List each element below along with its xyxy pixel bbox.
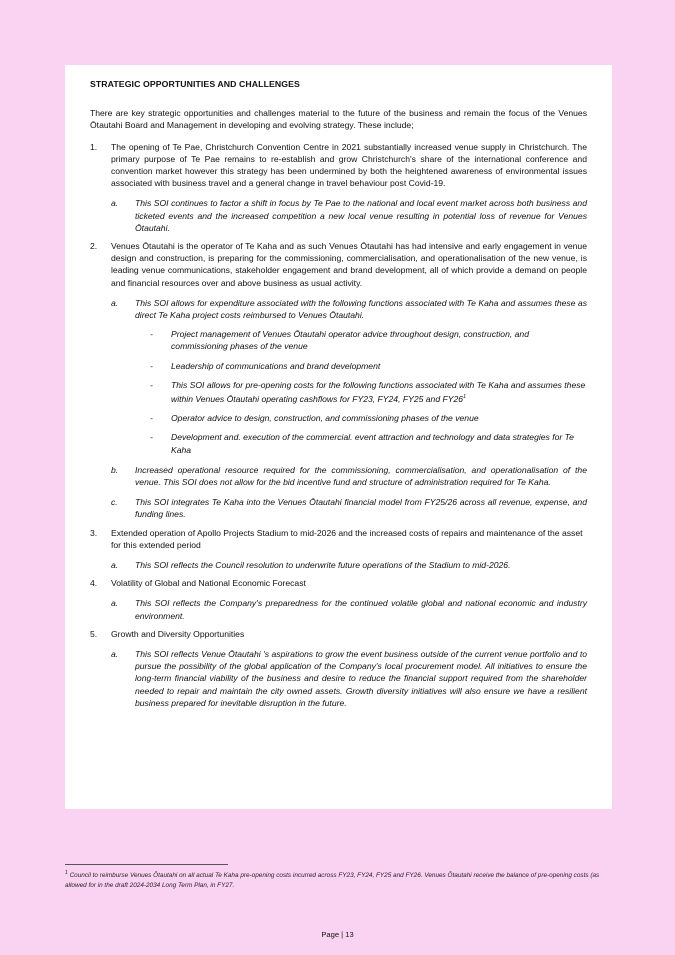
item-text: The opening of Te Pae, Christchurch Convention Centre in 2021 substantially increased venue supply in Christchurch. The primary purpose of Te Pae remains to re-establish and grow Christchurch's share of the international conference and convention market however this strategy has been undermined by both the heightened awareness of environmental issues associated with business travel and a general change in travel behaviour post Covid-19. xyxy=(111,141,587,189)
sub-text: This SOI reflects Venue Ōtautahi 's aspirations to grow the event business outside of the current venue portfolio and to pursue the possibility of the global application of the Company's local procurement model. All initiatives to ensure the long-term financial viability of the business and desire to reduce the financial support required from the shareholder needed to repair and maintain the city owned assets. Growth diversity initiatives will also ensure we have a resilient business prepared for inevitable disruption in the future. xyxy=(135,648,587,708)
bullet-item xyxy=(90,412,587,424)
sub-item-4a xyxy=(90,597,587,621)
footnote-divider xyxy=(65,864,228,865)
sub-text: This SOI reflects the Company's preparedness for the continued volatile global and national economic and industry environment. xyxy=(135,598,587,621)
footnote xyxy=(65,869,610,890)
list-item-4 xyxy=(90,577,587,589)
item-number: 4. xyxy=(90,578,98,589)
sub-letter: a. xyxy=(111,648,119,659)
sub-item-2c xyxy=(90,496,587,520)
item-number: 1. xyxy=(90,141,98,152)
sub-letter: a. xyxy=(111,198,119,209)
sub-item-2a xyxy=(90,297,587,321)
list-item-1 xyxy=(90,141,587,190)
item-text: Venues Ōtautahi is the operator of Te Kaha and as such Venues Ōtautahi has had intensive and early engagement in venue design and construction, is preparing for the commissioning, commercialisation, and operationalisation of the new venue, is leading venue communications, stakeholder engagement and brand development, all of which provide a demand on people and financial resources over and above business as usual activity. xyxy=(111,241,587,288)
footnote-text: Council to reimburse Venues Ōtautahi on all actual Te Kaha pre-opening costs incurred across FY23, FY24, FY25 and FY26. Venues Ōtautahi receive the balance of pre-opening costs (as allowed for in the draft 2024-2034 Long Term Plan, in FY27. xyxy=(65,872,600,889)
bullet-item xyxy=(90,379,587,405)
item-text: Growth and Diversity Opportunities xyxy=(111,628,245,639)
bullet-item xyxy=(90,328,587,352)
intro-paragraph: There are key strategic opportunities and challenges material to the future of the business and remain the focus of the Venues Ōtautahi Board and Management in developing and evolving strategy. These include; xyxy=(90,108,587,131)
sub-letter: a. xyxy=(111,598,119,609)
sub-letter: a. xyxy=(111,297,119,308)
document-body xyxy=(90,78,587,715)
bullet-item xyxy=(90,360,587,372)
bullet-dash: - xyxy=(150,413,153,424)
bullet-text: Project management of Venues Ōtautahi operator advice throughout design, construction, and commissioning phases of the venue xyxy=(171,329,529,352)
page-number: Page | 13 xyxy=(321,930,354,939)
bullet-dash: - xyxy=(150,360,153,371)
item-number: 2. xyxy=(90,241,98,252)
footnote-mark: 1 xyxy=(65,870,68,876)
sub-text: This SOI continues to factor a shift in focus by Te Pae to the national and local event market across both business and ticketed events and the increased competition a new local venue resulting in potential loss of revenue for Venues Ōtautahi. xyxy=(135,198,587,233)
list-item-3 xyxy=(90,527,587,551)
section-heading: STRATEGIC OPPORTUNITIES AND CHALLENGES xyxy=(90,79,300,89)
bullet-dash: - xyxy=(150,329,153,340)
sub-item-3a xyxy=(90,559,587,571)
list-item-5 xyxy=(90,628,587,640)
sub-text: Increased operational resource required for the commissioning, commercialisation, and operationalisation of the venue. This SOI does not allow for the bid incentive fund and structure of administration required for Te Kaha. xyxy=(135,464,587,487)
item-number: 5. xyxy=(90,628,98,639)
footnote-ref[interactable]: 1 xyxy=(463,394,467,401)
bullet-dash: - xyxy=(150,432,153,443)
bullet-item xyxy=(90,431,587,455)
bullet-text: Operator advice to design, construction, and commissioning phases of the venue xyxy=(171,413,479,424)
bullet-text: Development and. execution of the commercial. event attraction and technology and data strategies for Te Kaha xyxy=(171,432,574,455)
sub-text: This SOI allows for expenditure associated with the following functions associated with Te Kaha and assumes these as direct Te Kaha project costs reimbursed to Venues Ōtautahi. xyxy=(135,297,587,321)
sub-item-5a xyxy=(90,648,587,709)
sub-item-2b xyxy=(90,464,587,488)
sub-item-1a xyxy=(90,197,587,234)
item-text: Extended operation of Apollo Projects Stadium to mid-2026 and the increased costs of repairs and maintenance of the asset for this extended period xyxy=(111,527,583,550)
sub-letter: a. xyxy=(111,559,119,570)
sub-letter: c. xyxy=(111,497,118,508)
sub-letter: b. xyxy=(111,464,119,475)
item-text: Volatility of Global and National Economic Forecast xyxy=(111,578,306,589)
item-number: 3. xyxy=(90,527,98,538)
bullet-dash: - xyxy=(150,379,153,390)
bullet-text: This SOI allows for pre-opening costs for the following functions associated with Te Kaha and assumes these within Venues Ōtautahi operating cashflows for FY23, FY24, FY25 and FY26 xyxy=(171,379,586,404)
list-item-2 xyxy=(90,240,587,289)
bullet-text: Leadership of communications and brand development xyxy=(171,360,381,371)
sub-text: This SOI integrates Te Kaha into the Venues Ōtautahi financial model from FY25/26 across all revenue, expense, and funding lines. xyxy=(135,497,587,520)
sub-text: This SOI reflects the Council resolution to underwrite future operations of the Stadium to mid-2026. xyxy=(135,559,511,570)
